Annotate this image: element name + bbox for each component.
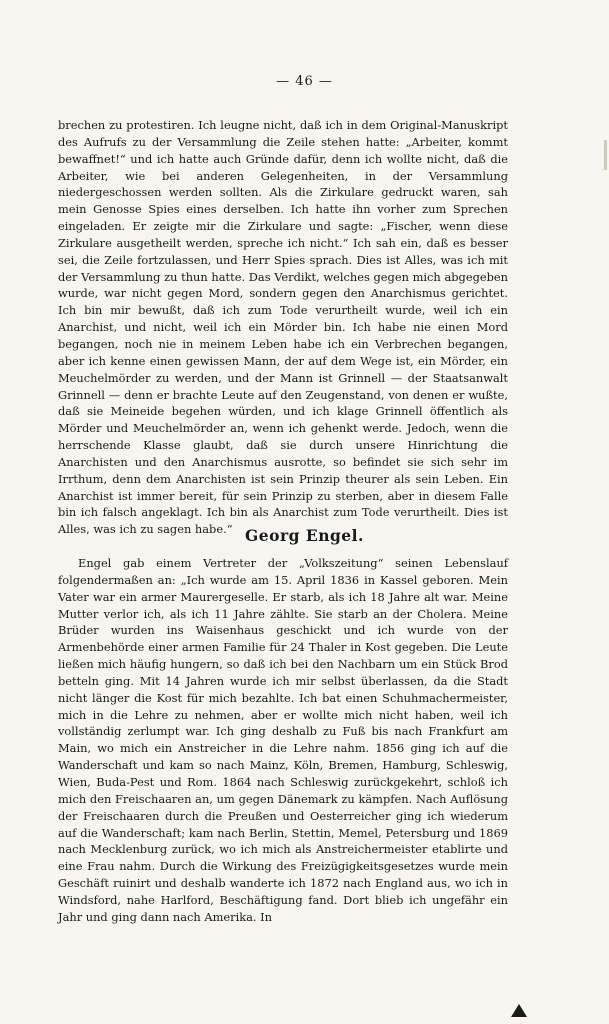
section-heading: Georg Engel. bbox=[245, 526, 364, 545]
text-block-testimony bbox=[58, 117, 508, 538]
page-number: — 46 — bbox=[276, 74, 333, 89]
continuation-triangle-icon bbox=[511, 1004, 527, 1017]
paragraph-biography: Engel gab einem Vertreter der „Volkszeitung“ seinen Lebenslauf folgendermaßen an: „Ich wurde am 15. April 1836 in Kassel geboren. Mein Vater war ein armer Maurergeselle. Er starb, als ich 18 Jahre alt war. Meine Mutter verlor ich, als ich 11 Jahre zählte. Sie starb an der Cholera. Meine Brüder wurden ins Waisenhaus geschickt und ich wurde von der Armenbehörde einer armen Familie für 24 Thaler in Kost gegeben. Die Leute ließen mich häufig hungern, so daß ich bei den Nachbarn um ein Stück Brod betteln ging. Mit 14 Jahren wurde ich mir selbst überlassen, da die Stadt nicht länger die Kost für mich bezahlte. Ich bat einen Schuhmachermeister, mich in die Lehre zu nehmen, aber er wollte mich nicht haben, weil ich vollständig zerlumpt war. Ich ging deshalb zu Fuß bis nach Frankfurt am Main, wo mich ein Anstreicher in die Lehre nahm. 1856 ging ich auf die Wanderschaft und kam so nach Mainz, Köln, Bremen, Hamburg, Schleswig, Wien, Buda-Pest und Rom. 1864 nach Schleswig zurückgekehrt, schloß ich mich den Freischaaren an, um gegen Dänemark zu kämpfen. Nach Auflösung der Freischaaren durch die Preußen und Oesterreicher ging ich wiederum auf die Wanderschaft; kam nach Berlin, Stettin, Memel, Petersburg und 1869 nach Mecklenburg zurück, wo ich mich als Anstreichermeister etablirte und eine Frau nahm. Durch die Wirkung des Freizügigkeitsgesetzes wurde mein Geschäft ruinirt und deshalb wanderte ich 1872 nach England aus, wo ich in Windsford, nahe Harlford, Beschäftigung fand. Dort blieb ich ungefähr ein Jahr und ging dann nach Amerika. In bbox=[58, 556, 508, 924]
page-edge-mark bbox=[604, 140, 607, 170]
paragraph-testimony: brechen zu protestiren. Ich leugne nicht, daß ich in dem Original-Manuskript des Aufrufs zu der Versammlung die Zeile stehen hatte: „Arbeiter, kommt bewaffnet!“ und ich hatte auch Gründe dafür, denn ich wollte nicht, daß die Arbeiter, wie bei anderen Gelegenheiten, in der Versammlung niedergeschossen werden sollten. Als die Zirkulare gedruckt waren, sah mein Genosse Spies eines derselben. Ich hatte ihn vorher zum Sprechen eingeladen. Er zeigte mir die Zirkulare und sagte: „Fischer, wenn diese Zirkulare ausgetheilt werden, spreche ich nicht.“ Ich sah ein, daß es besser sei, die Zeile fortzulassen, und Herr Spies sprach. Dies ist Alles, was ich mit der Versammlung zu thun hatte. Das Verdikt, welches gegen mich abgegeben wurde, war nicht gegen Mord, sondern gegen den Anarchismus gerichtet. Ich bin mir bewußt, daß ich zum Tode verurtheilt wurde, weil ich ein Anarchist, und nicht, weil ich ein Mörder bin. Ich habe nie einen Mord begangen, noch nie in meinem Leben habe ich ein Verbrechen begangen, aber ich kenne einen gewissen Mann, der auf dem Wege ist, ein Mörder, ein Meuchelmörder zu werden, und der Mann ist Grinnell — der Staatsanwalt Grinnell — denn er brachte Leute auf den Zeugenstand, von denen er wußte, daß sie Meineide begehen würden, und ich klage Grinnell öffentlich als Mörder und Meuchelmörder an, wenn ich gehenkt werde. Jedoch, wenn die herrschende Klasse glaubt, daß sie durch unsere Hinrichtung die Anarchisten und den Anarchismus ausrotte, so befindet sie sich sehr im Irrthum, denn dem Anarchisten ist sein Prinzip theurer als sein Leben. Ein Anarchist ist immer bereit, für sein Prinzip zu sterben, aber in diesem Falle bin ich falsch angeklagt. Ich bin als Anarchist zum Tode verurtheilt. Dies ist Alles, was ich zu sagen habe.“ bbox=[58, 118, 508, 537]
text-block-biography bbox=[58, 555, 508, 926]
